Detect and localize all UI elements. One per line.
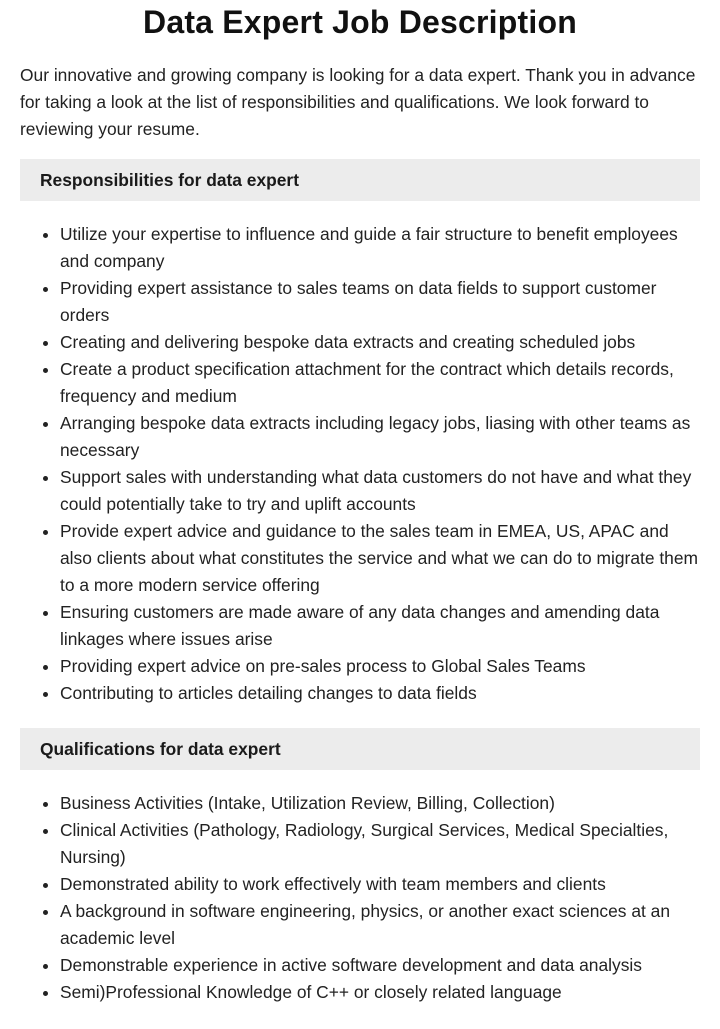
responsibility-item: Provide expert advice and guidance to the sales team in EMEA, US, APAC and also clients about what constitutes the service and what we can do to migrate them to a more modern service offering — [60, 518, 700, 599]
qualification-item: Demonstrable experience in active software development and data analysis — [60, 952, 700, 979]
responsibility-item: Support sales with understanding what data customers do not have and what they could potentially take to try and uplift accounts — [60, 464, 700, 518]
page-title: Data Expert Job Description — [143, 4, 577, 40]
qualification-item: A background in software engineering, physics, or another exact sciences at an academic level — [60, 898, 700, 952]
spacer — [20, 707, 700, 712]
responsibilities-heading: Responsibilities for data expert — [20, 159, 700, 201]
responsibility-item: Create a product specification attachment for the contract which details records, frequency and medium — [60, 356, 700, 410]
responsibilities-list — [20, 221, 700, 707]
qualification-item: Semi)Professional Knowledge of C++ or closely related language — [60, 979, 700, 1006]
responsibility-item: Contributing to articles detailing changes to data fields — [60, 680, 700, 707]
qualifications-heading: Qualifications for data expert — [20, 728, 700, 770]
responsibility-item: Arranging bespoke data extracts including legacy jobs, liasing with other teams as necessary — [60, 410, 700, 464]
responsibility-item: Providing expert advice on pre-sales process to Global Sales Teams — [60, 653, 700, 680]
intro-paragraph: Our innovative and growing company is looking for a data expert. Thank you in advance for taking a look at the list of responsibilities and qualifications. We look forward to reviewing your resume. — [20, 65, 696, 139]
responsibility-item: Utilize your expertise to influence and guide a fair structure to benefit employees and company — [60, 221, 700, 275]
qualifications-list — [20, 790, 700, 1006]
qualification-item: Clinical Activities (Pathology, Radiology, Surgical Services, Medical Specialties, Nursing) — [60, 817, 700, 871]
qualification-item: Business Activities (Intake, Utilization Review, Billing, Collection) — [60, 790, 700, 817]
responsibility-item: Creating and delivering bespoke data extracts and creating scheduled jobs — [60, 329, 700, 356]
responsibility-item: Ensuring customers are made aware of any data changes and amending data linkages where issues arise — [60, 599, 700, 653]
responsibility-item: Providing expert assistance to sales teams on data fields to support customer orders — [60, 275, 700, 329]
qualification-item: Demonstrated ability to work effectively with team members and clients — [60, 871, 700, 898]
